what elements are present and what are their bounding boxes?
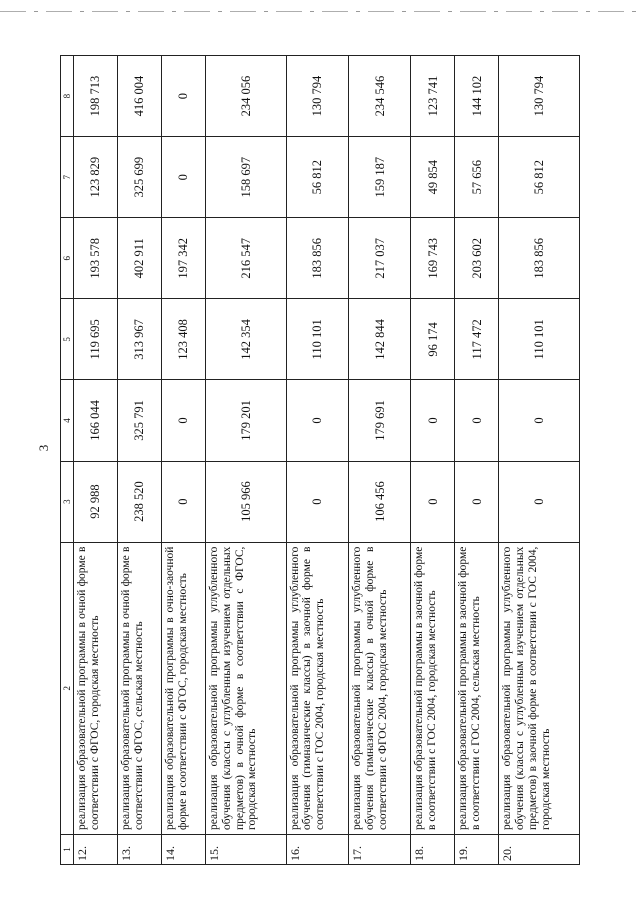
table-row bbox=[286, 56, 348, 865]
value-cell-4: 0 bbox=[455, 380, 499, 461]
value-cell-4: 0 bbox=[161, 380, 205, 461]
row-number: 14. bbox=[161, 834, 205, 864]
value-cell-7: 159 187 bbox=[348, 137, 410, 218]
value-cell-5: 96 174 bbox=[411, 299, 455, 380]
value-cell-4: 179 201 bbox=[205, 380, 286, 461]
value-cell-4: 166 044 bbox=[74, 380, 118, 461]
value-cell-6: 183 856 bbox=[499, 218, 580, 299]
value-cell-7: 325 699 bbox=[117, 137, 161, 218]
cost-table bbox=[60, 55, 580, 865]
value-cell-4: 325 791 bbox=[117, 380, 161, 461]
value-cell-5: 123 408 bbox=[161, 299, 205, 380]
col-header-2: 2 bbox=[61, 542, 74, 834]
table-row bbox=[117, 56, 161, 865]
row-number: 16. bbox=[286, 834, 348, 864]
value-cell-5: 110 101 bbox=[286, 299, 348, 380]
value-cell-8: 0 bbox=[161, 56, 205, 137]
table-row bbox=[411, 56, 455, 865]
value-cell-3: 0 bbox=[499, 461, 580, 542]
col-header-3: 3 bbox=[61, 461, 74, 542]
table-row bbox=[74, 56, 118, 865]
value-cell-8: 416 004 bbox=[117, 56, 161, 137]
page-number: 3 bbox=[36, 444, 51, 452]
value-cell-5: 313 967 bbox=[117, 299, 161, 380]
value-cell-6: 217 037 bbox=[348, 218, 410, 299]
value-cell-8: 123 741 bbox=[411, 56, 455, 137]
value-cell-3: 92 988 bbox=[74, 461, 118, 542]
value-cell-8: 234 056 bbox=[205, 56, 286, 137]
value-cell-7: 56 812 bbox=[499, 137, 580, 218]
value-cell-8: 234 546 bbox=[348, 56, 410, 137]
row-description: реализация образовательной программы углубленного обучения (гимназические классы) в очной форме в соответствии с ФГОС 2004, городская местность bbox=[348, 542, 410, 834]
value-cell-7: 49 854 bbox=[411, 137, 455, 218]
table-row bbox=[348, 56, 410, 865]
value-cell-8: 130 794 bbox=[499, 56, 580, 137]
value-cell-6: 193 578 bbox=[74, 218, 118, 299]
table-row bbox=[499, 56, 580, 865]
row-number: 19. bbox=[455, 834, 499, 864]
row-description: реализация образовательной программы в очной форме в соответствии с ФГОС, сельская местность bbox=[117, 542, 161, 834]
value-cell-8: 144 102 bbox=[455, 56, 499, 137]
row-description: реализация образовательной программы в очной форме в соответствии с ФГОС, городская местность bbox=[74, 542, 118, 834]
value-cell-7: 56 812 bbox=[286, 137, 348, 218]
scan-artifact-line bbox=[0, 11, 640, 12]
row-description: реализация образовательной программы в заочной форме в соответствии с ГОС 2004, городская местность bbox=[411, 542, 455, 834]
value-cell-3: 0 bbox=[455, 461, 499, 542]
value-cell-5: 117 472 bbox=[455, 299, 499, 380]
table-row bbox=[205, 56, 286, 865]
value-cell-4: 0 bbox=[411, 380, 455, 461]
value-cell-6: 216 547 bbox=[205, 218, 286, 299]
row-description: реализация образовательной программы в очно-заочной форме в соответствии с ФГОС, городская местность bbox=[161, 542, 205, 834]
row-description: реализация образовательной программы углубленного обучения (классы с углубленным изучением отдельных предметов) в заочной форме в соответствии с ГОС 2004, городская местность bbox=[499, 542, 580, 834]
column-number-row bbox=[61, 56, 74, 865]
col-header-1: 1 bbox=[61, 834, 74, 864]
row-number: 15. bbox=[205, 834, 286, 864]
value-cell-7: 57 656 bbox=[455, 137, 499, 218]
value-cell-5: 142 844 bbox=[348, 299, 410, 380]
value-cell-6: 402 911 bbox=[117, 218, 161, 299]
row-description: реализация образовательной программы углубленного обучения (гимназические классы) в заочной форме в соответствии с ГОС 2004, городская местность bbox=[286, 542, 348, 834]
table-row bbox=[455, 56, 499, 865]
col-header-5: 5 bbox=[61, 299, 74, 380]
col-header-4: 4 bbox=[61, 380, 74, 461]
row-number: 13. bbox=[117, 834, 161, 864]
value-cell-6: 169 743 bbox=[411, 218, 455, 299]
value-cell-3: 106 456 bbox=[348, 461, 410, 542]
row-number: 17. bbox=[348, 834, 410, 864]
value-cell-5: 142 354 bbox=[205, 299, 286, 380]
value-cell-3: 0 bbox=[161, 461, 205, 542]
value-cell-3: 0 bbox=[411, 461, 455, 542]
value-cell-4: 179 691 bbox=[348, 380, 410, 461]
value-cell-8: 130 794 bbox=[286, 56, 348, 137]
value-cell-4: 0 bbox=[286, 380, 348, 461]
rotated-table-wrapper bbox=[60, 55, 580, 865]
value-cell-3: 238 520 bbox=[117, 461, 161, 542]
col-header-8: 8 bbox=[61, 56, 74, 137]
value-cell-5: 110 101 bbox=[499, 299, 580, 380]
row-description: реализация образовательной программы углубленного обучения (классы с углубленным изучением отдельных предметов) в очной форме в соответствии с ФГОС, городская местность bbox=[205, 542, 286, 834]
value-cell-6: 197 342 bbox=[161, 218, 205, 299]
value-cell-3: 0 bbox=[286, 461, 348, 542]
col-header-6: 6 bbox=[61, 218, 74, 299]
row-number: 18. bbox=[411, 834, 455, 864]
table-row bbox=[161, 56, 205, 865]
value-cell-7: 0 bbox=[161, 137, 205, 218]
value-cell-4: 0 bbox=[499, 380, 580, 461]
row-number: 12. bbox=[74, 834, 118, 864]
value-cell-3: 105 966 bbox=[205, 461, 286, 542]
value-cell-7: 158 697 bbox=[205, 137, 286, 218]
col-header-7: 7 bbox=[61, 137, 74, 218]
value-cell-8: 198 713 bbox=[74, 56, 118, 137]
value-cell-6: 183 856 bbox=[286, 218, 348, 299]
value-cell-5: 119 695 bbox=[74, 299, 118, 380]
value-cell-7: 123 829 bbox=[74, 137, 118, 218]
value-cell-6: 203 602 bbox=[455, 218, 499, 299]
row-description: реализация образовательной программы в заочной форме в соответствии с ГОС 2004, сельская местность bbox=[455, 542, 499, 834]
row-number: 20. bbox=[499, 834, 580, 864]
